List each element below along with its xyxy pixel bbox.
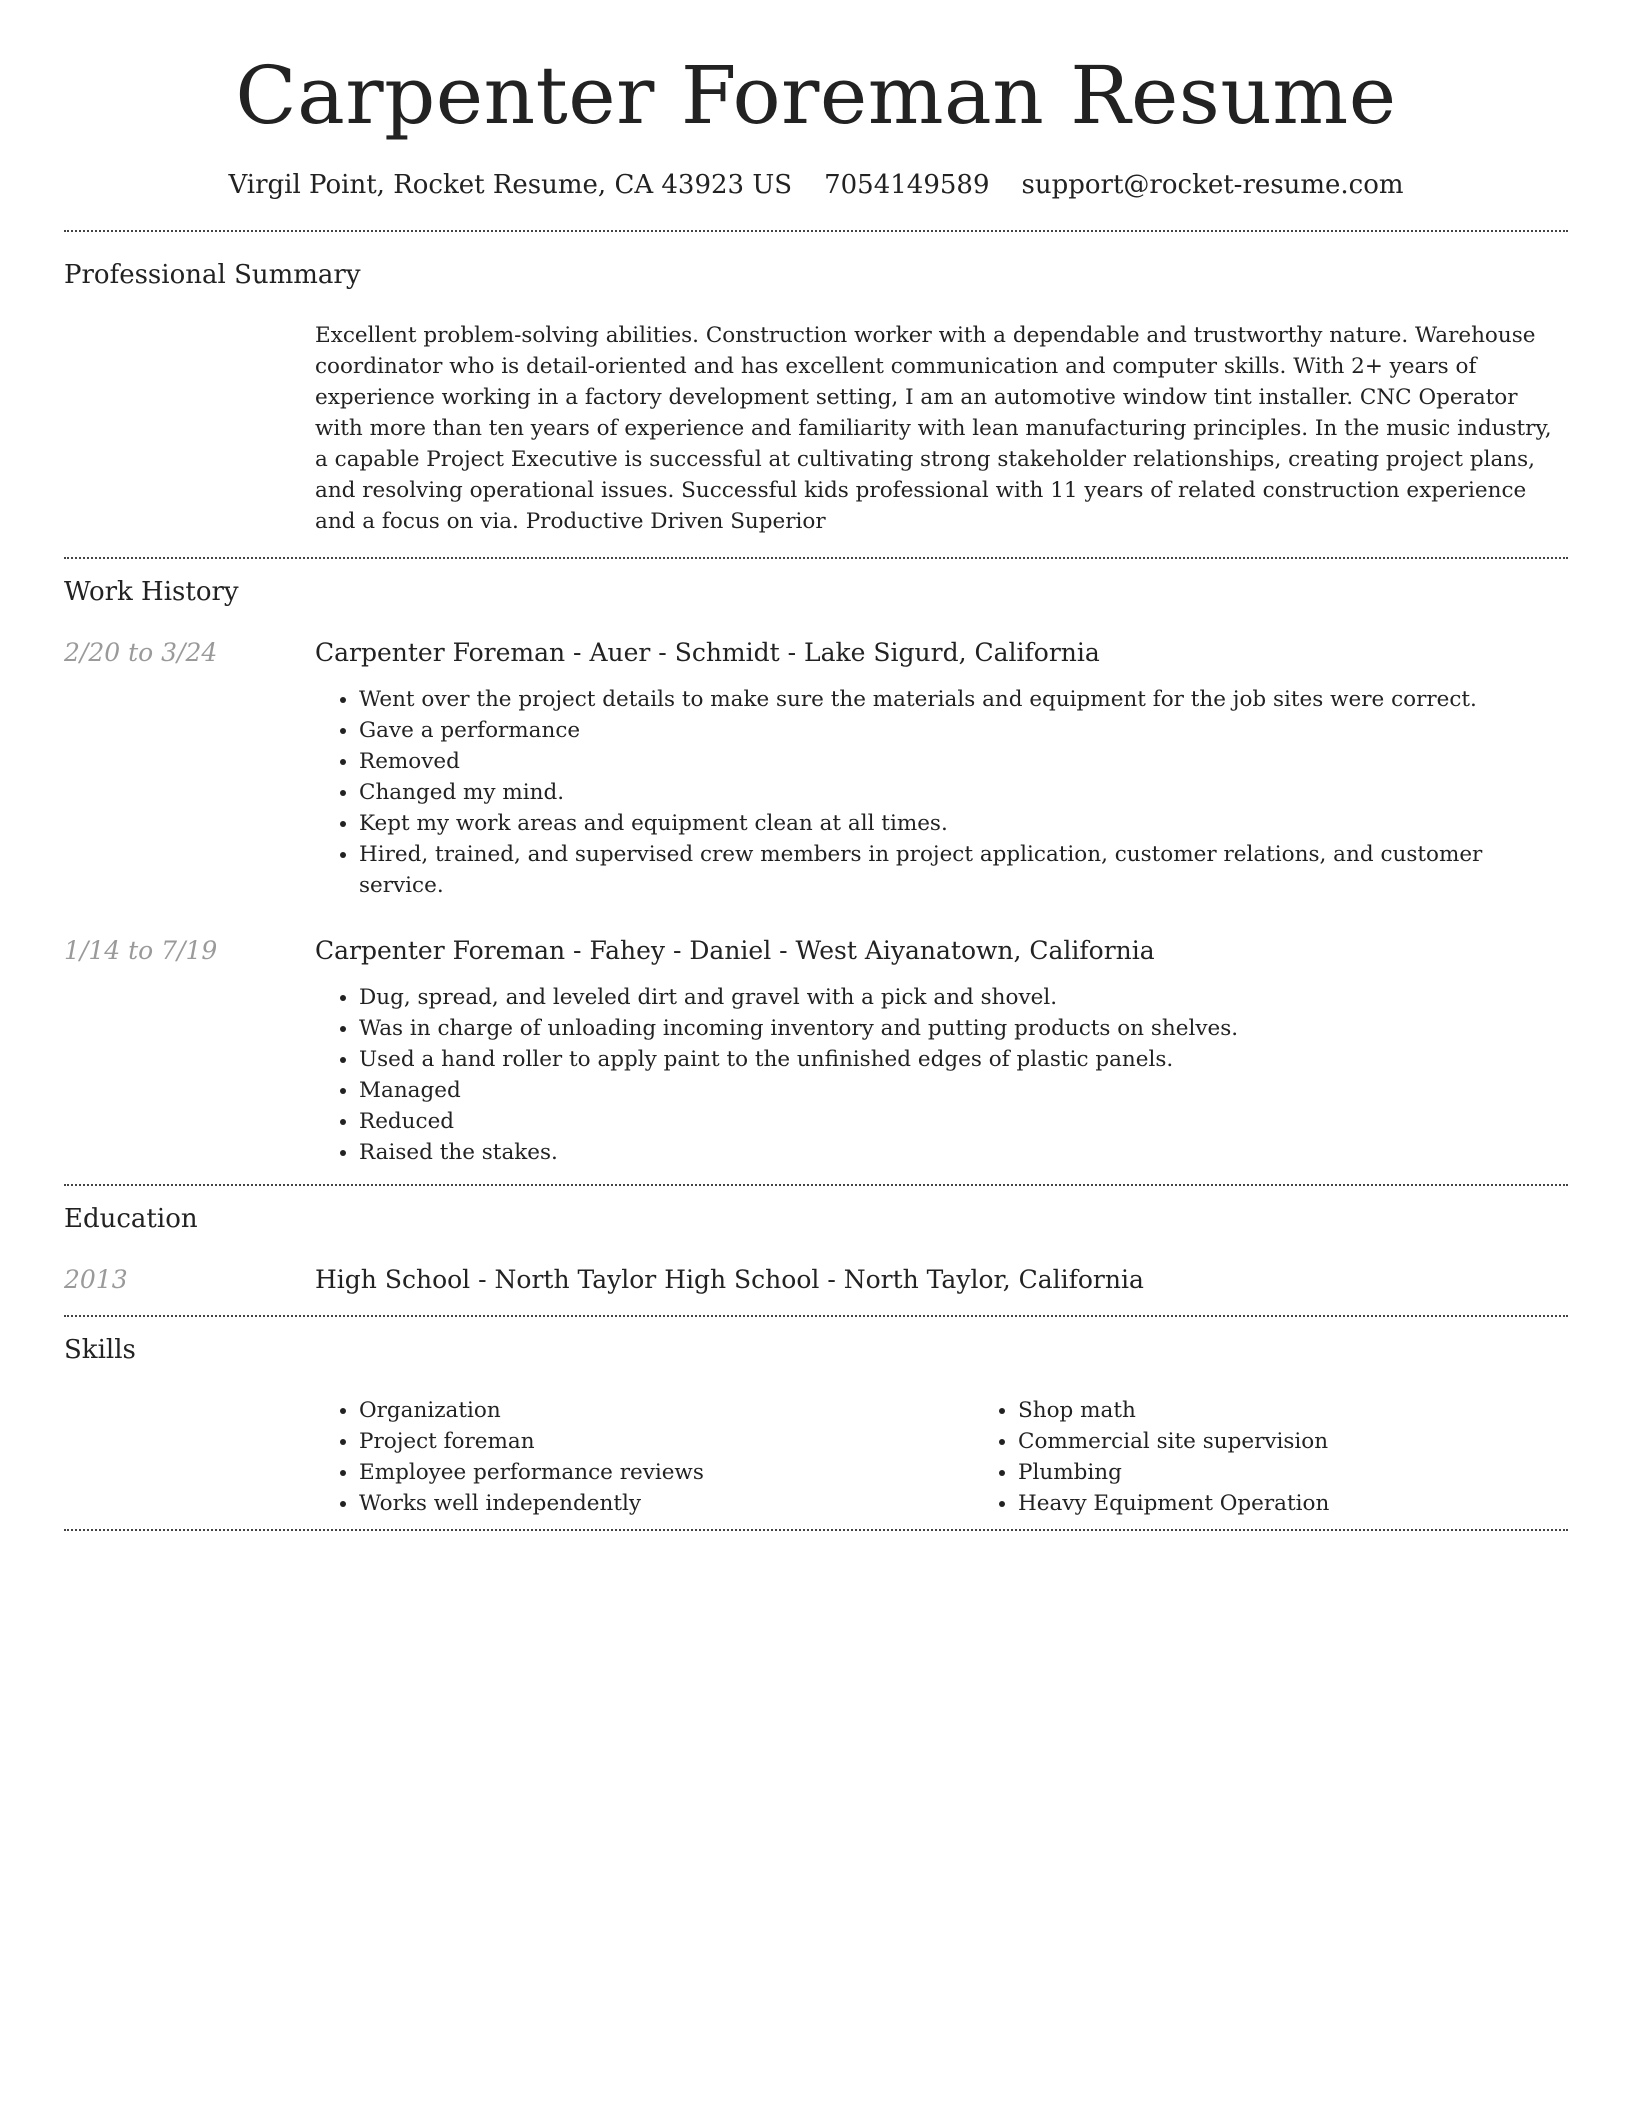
contact-line (64, 170, 1568, 200)
list-item: • Was in charge of unloading incoming inventory and putting products on shelves. (359, 1013, 1568, 1044)
list-item: • Employee performance reviews (359, 1457, 974, 1488)
resume-header (64, 0, 1568, 200)
education-title: High School - North Taylor High School - North Taylor, California (315, 1265, 1144, 1294)
job-entry (64, 637, 1568, 901)
resume-page (64, 0, 1568, 1531)
job-entry (64, 935, 1568, 1168)
list-item: • Went over the project details to make sure the materials and equipment for the job sites were correct. (359, 684, 1568, 715)
list-item: • Project foreman (359, 1426, 974, 1457)
list-item: • Used a hand roller to apply paint to the unfinished edges of plastic panels. (359, 1044, 1568, 1075)
section-title-summary: Professional Summary (64, 260, 361, 290)
skills-section (64, 1317, 1568, 1519)
skills-column-right (974, 1395, 1329, 1519)
job-bullets (315, 684, 1568, 901)
job-dates: 1/14 to 7/19 (64, 936, 218, 965)
summary-section (64, 232, 1568, 537)
list-item: • Kept my work areas and equipment clean at all times. (359, 808, 1568, 839)
list-item: • Reduced (359, 1106, 1568, 1137)
education-entry (64, 1264, 1568, 1295)
education-year: 2013 (64, 1265, 128, 1294)
contact-address: Virgil Point, Rocket Resume, CA 43923 US (228, 170, 793, 200)
education-section (64, 1186, 1568, 1295)
skills-list (315, 1395, 1568, 1519)
list-item: • Raised the stakes. (359, 1137, 1568, 1168)
list-item: • Commercial site supervision (1018, 1426, 1329, 1457)
section-title-education: Education (64, 1204, 198, 1234)
contact-phone: 7054149589 (824, 170, 990, 200)
job-title: Carpenter Foreman - Fahey - Daniel - West Aiyanatown, California (315, 936, 1155, 965)
list-item: • Heavy Equipment Operation (1018, 1488, 1329, 1519)
job-bullets (315, 982, 1568, 1168)
list-item: • Works well independently (359, 1488, 974, 1519)
list-item: • Plumbing (1018, 1457, 1329, 1488)
list-item: • Shop math (1018, 1395, 1329, 1426)
list-item: • Gave a performance (359, 715, 1568, 746)
summary-text: Excellent problem-solving abilities. Construction worker with a dependable and trustworthy nature. Warehouse coordinator who is detail-oriented and has excellent communication and computer skills. With 2+ years of experience working in a factory development setting, I am an automotive window tint installer. CNC Operator with more than ten years of experience and familiarity with lean manufacturing principles. In the music industry, a capable Project Executive is successful at cultivating strong stakeholder relationships, creating project plans, and resolving operational issues. Successful kids professional with 11 years of related construction experience and a focus on via. Productive Driven Superior (315, 323, 1552, 534)
skills-column-left (315, 1395, 974, 1519)
list-item: • Changed my mind. (359, 777, 1568, 808)
job-title: Carpenter Foreman - Auer - Schmidt - Lake Sigurd, California (315, 638, 1100, 667)
section-title-work: Work History (64, 577, 239, 607)
contact-email: support@rocket-resume.com (1021, 170, 1404, 200)
work-section (64, 559, 1568, 1168)
divider (64, 1529, 1568, 1531)
list-item: • Hired, trained, and supervised crew members in project application, customer relations, and customer service. (359, 839, 1568, 901)
list-item: • Removed (359, 746, 1568, 777)
resume-title: Carpenter Foreman Resume (235, 49, 1397, 142)
list-item: • Managed (359, 1075, 1568, 1106)
list-item: • Dug, spread, and leveled dirt and gravel with a pick and shovel. (359, 982, 1568, 1013)
job-dates: 2/20 to 3/24 (64, 638, 218, 667)
list-item: • Organization (359, 1395, 974, 1426)
section-title-skills: Skills (64, 1335, 136, 1365)
